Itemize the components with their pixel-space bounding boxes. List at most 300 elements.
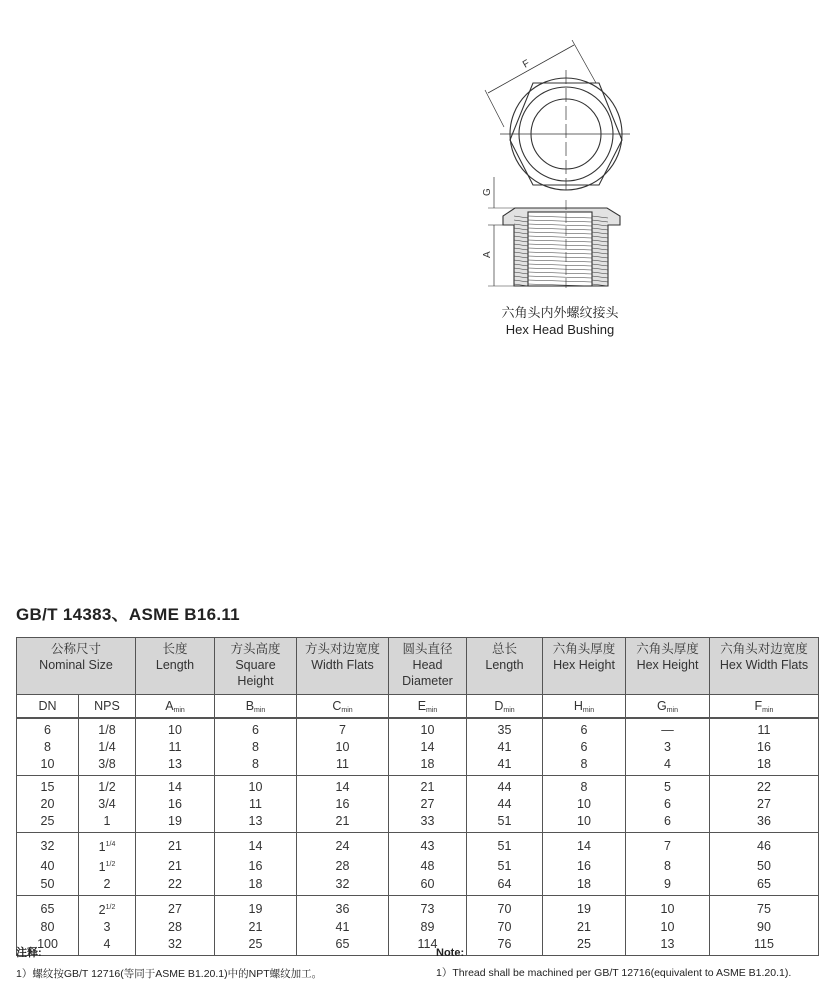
table-row — [17, 796, 819, 813]
cell-dn — [17, 796, 79, 813]
header-cn: 方头对边宽度 — [304, 642, 380, 656]
cell-a — [136, 896, 215, 920]
cell-value: 19 — [168, 814, 182, 828]
cell-value: 27 — [420, 797, 435, 811]
cell-value: 41 — [497, 740, 512, 754]
table-row — [17, 833, 819, 857]
dimension-table — [16, 637, 819, 956]
cell-value: 50 — [40, 877, 55, 892]
cell-value: 21 — [248, 920, 263, 935]
symbol: E — [417, 698, 427, 713]
symbol-header — [626, 695, 710, 719]
cell-e — [389, 896, 467, 920]
cell-value: 44 — [497, 780, 512, 794]
cell-h — [543, 776, 626, 797]
cell-b — [215, 813, 297, 833]
cell-h — [543, 813, 626, 833]
cell-value: 14 — [420, 740, 435, 754]
cell-dn — [17, 756, 79, 776]
cell-value: 11 — [336, 757, 349, 771]
cell-c — [297, 833, 389, 857]
symbol-header — [79, 695, 136, 719]
cell-b — [215, 833, 297, 857]
nps-fraction: 1/2 — [105, 861, 116, 869]
header-cn: 总长 — [491, 642, 517, 656]
cell-value: 28 — [335, 858, 350, 873]
cell-value: 32 — [335, 877, 350, 892]
cell-c — [297, 776, 389, 797]
cell-d — [467, 776, 543, 797]
cell-value: 5 — [664, 780, 671, 794]
header-en: Nominal Size — [39, 658, 113, 672]
cell-h — [543, 756, 626, 776]
symbol: C — [332, 698, 342, 713]
cell-value: 7 — [339, 723, 346, 737]
cell-f — [710, 833, 819, 857]
cell-a — [136, 876, 215, 896]
cell-b — [215, 876, 297, 896]
symbol-subscript: min — [762, 706, 774, 714]
cell-f — [710, 796, 819, 813]
cell-nps — [79, 919, 136, 936]
symbol: B — [245, 698, 255, 713]
cell-f — [710, 756, 819, 776]
cell-value: 36 — [757, 814, 771, 828]
cell-c — [297, 876, 389, 896]
symbol: F — [754, 698, 763, 713]
table-row — [17, 776, 819, 797]
cell-value: 90 — [757, 920, 771, 935]
column-header — [710, 638, 819, 695]
figure-caption-cn: 六角头内外螺纹接头 — [501, 305, 619, 320]
cell-nps — [79, 796, 136, 813]
cell-h — [543, 739, 626, 756]
cell-value: 10 — [248, 780, 263, 794]
cell-e — [389, 856, 467, 876]
column-header — [389, 638, 467, 695]
cell-value: 41 — [497, 757, 512, 771]
table-row — [17, 876, 819, 896]
cell-value: 11 — [168, 740, 182, 754]
cell-g — [626, 876, 710, 896]
column-header — [136, 638, 215, 695]
cell-value: 2 — [103, 877, 111, 892]
cell-e — [389, 813, 467, 833]
cell-b — [215, 796, 297, 813]
cell-b — [215, 856, 297, 876]
symbol-subscript: min — [666, 706, 678, 714]
cell-value: 27 — [757, 797, 771, 811]
cell-value: 3 — [664, 740, 671, 754]
cell-dn — [17, 739, 79, 756]
cell-value: 13 — [168, 757, 182, 771]
cell-value: 65 — [335, 937, 350, 952]
cell-h — [543, 833, 626, 857]
cell-value: 8 — [580, 780, 588, 794]
cell-d — [467, 718, 543, 739]
cell-e — [389, 776, 467, 797]
cell-value: 51 — [497, 814, 512, 828]
cell-dn — [17, 876, 79, 896]
cell-value: 9 — [664, 877, 671, 892]
cell-value: 10 — [40, 757, 55, 771]
symbol-subscript: min — [254, 706, 266, 714]
cell-dn — [17, 833, 79, 857]
cell-g — [626, 739, 710, 756]
cell-value: 6 — [664, 797, 671, 811]
cell-a — [136, 919, 215, 936]
header-cn: 方头高度 — [230, 642, 281, 656]
cell-value: 89 — [420, 920, 435, 935]
cell-value: 18 — [248, 877, 263, 892]
notes-en — [436, 947, 791, 980]
cell-value: 18 — [420, 757, 435, 771]
cell-a — [136, 739, 215, 756]
cell-nps — [79, 718, 136, 739]
cell-nps — [79, 876, 136, 896]
header-cn: 六角头厚度 — [552, 642, 616, 656]
cell-d — [467, 896, 543, 920]
cell-a — [136, 833, 215, 857]
cell-value: 73 — [420, 901, 435, 916]
cell-c — [297, 856, 389, 876]
hex-bushing-drawing — [470, 40, 650, 300]
cell-value: 6 — [44, 723, 51, 737]
cell-value: 14 — [168, 780, 182, 794]
cell-value: 1/8 — [98, 723, 116, 737]
notes-cn-heading: 注释: — [16, 947, 42, 959]
cell-value: 21 — [420, 780, 435, 794]
cell-value: 70 — [497, 901, 512, 916]
table-row — [17, 896, 819, 920]
cell-value: 19 — [248, 901, 263, 916]
cell-value: 75 — [757, 901, 771, 916]
cell-value: 2 — [98, 903, 106, 918]
cell-value: 10 — [660, 920, 675, 935]
cell-dn — [17, 813, 79, 833]
symbol: DN — [38, 698, 57, 713]
cell-value: 40 — [40, 858, 55, 873]
cell-value: 51 — [497, 838, 512, 853]
cell-value: 4 — [664, 757, 671, 771]
column-header — [467, 638, 543, 695]
cell-e — [389, 876, 467, 896]
cell-value: 6 — [580, 723, 588, 737]
cell-nps — [79, 896, 136, 920]
cell-value: 8 — [252, 757, 259, 771]
cell-value: 25 — [577, 937, 591, 952]
cell-value: 3/8 — [98, 757, 116, 771]
table-row — [17, 813, 819, 833]
cell-value: 14 — [577, 838, 591, 853]
cell-value: 8 — [252, 740, 259, 754]
header-en: Hex Width Flats — [719, 658, 809, 672]
cell-value: 18 — [757, 757, 771, 771]
cell-value: 13 — [660, 937, 675, 952]
cell-value: 14 — [248, 838, 263, 853]
cell-value: 33 — [420, 814, 435, 828]
cell-e — [389, 833, 467, 857]
header-cn: 圆头直径 — [402, 642, 453, 656]
cell-value: 1 — [98, 840, 106, 855]
cell-a — [136, 756, 215, 776]
cell-d — [467, 833, 543, 857]
cell-value: 60 — [420, 877, 435, 892]
cell-a — [136, 796, 215, 813]
column-header — [297, 638, 389, 695]
nps-fraction: 1/2 — [105, 904, 116, 912]
cell-value: 115 — [754, 937, 774, 952]
cell-c — [297, 796, 389, 813]
cell-value: 114 — [417, 937, 438, 952]
notes-cn-item: 1）螺纹按GB/T 12716(等同于ASME B1.20.1)中的NPT螺纹加工。 — [16, 968, 323, 980]
cell-value: 21 — [168, 858, 182, 873]
cell-value: 21 — [577, 920, 591, 935]
cell-value: 22 — [757, 780, 771, 794]
cell-c — [297, 919, 389, 936]
cell-value: 16 — [168, 797, 182, 811]
symbol-header — [215, 695, 297, 719]
column-header — [626, 638, 710, 695]
cell-value: 48 — [420, 858, 435, 873]
symbol-header — [297, 695, 389, 719]
cell-f — [710, 876, 819, 896]
cell-f — [710, 739, 819, 756]
cell-g — [626, 856, 710, 876]
cell-value: 8 — [580, 757, 588, 771]
table-row — [17, 756, 819, 776]
cell-value: 25 — [248, 937, 263, 952]
cell-h — [543, 896, 626, 920]
cell-b — [215, 896, 297, 920]
standard-title: GB/T 14383、ASME B16.11 — [16, 605, 240, 624]
cell-value: 10 — [420, 723, 435, 737]
cell-a — [136, 776, 215, 797]
symbol-header — [710, 695, 819, 719]
cell-e — [389, 796, 467, 813]
cell-a — [136, 718, 215, 739]
cell-c — [297, 739, 389, 756]
cell-value: 35 — [497, 723, 512, 737]
cell-value: 25 — [40, 814, 55, 828]
cell-value: 1 — [98, 860, 106, 875]
cell-d — [467, 739, 543, 756]
cell-h — [543, 796, 626, 813]
symbol-header — [136, 695, 215, 719]
cell-value: 6 — [252, 723, 259, 737]
cell-value: 76 — [497, 937, 512, 952]
cell-value: 20 — [40, 797, 55, 811]
cell-h — [543, 876, 626, 896]
cell-d — [467, 919, 543, 936]
cell-value: 16 — [577, 858, 591, 873]
cell-d — [467, 856, 543, 876]
cell-value: 27 — [168, 901, 182, 916]
cell-dn — [17, 896, 79, 920]
cell-value: 3/4 — [98, 797, 116, 811]
cell-value: 21 — [335, 814, 350, 828]
cell-value: 1/2 — [98, 780, 116, 794]
symbol-subscript: min — [173, 706, 185, 714]
cell-b — [215, 776, 297, 797]
cell-b — [215, 739, 297, 756]
cell-value: 43 — [420, 838, 435, 853]
cell-value: 22 — [168, 877, 182, 892]
cell-value: 100 — [37, 937, 58, 952]
cell-f — [710, 813, 819, 833]
header-cn: 长度 — [162, 642, 188, 656]
cell-dn — [17, 856, 79, 876]
notes-en-heading: Note: — [436, 947, 465, 959]
symbol-subscript: min — [426, 706, 438, 714]
cell-value: 18 — [577, 877, 591, 892]
cell-c — [297, 718, 389, 739]
cell-nps — [79, 813, 136, 833]
cell-h — [543, 856, 626, 876]
cell-value: 6 — [580, 740, 588, 754]
table-row — [17, 856, 819, 876]
table-row — [17, 739, 819, 756]
cell-value: 36 — [335, 901, 350, 916]
cell-value: 4 — [103, 937, 111, 952]
cell-value: 10 — [335, 740, 350, 754]
cell-f — [710, 776, 819, 797]
cell-b — [215, 718, 297, 739]
cell-value: 16 — [757, 740, 771, 754]
dim-label-f: F — [521, 58, 532, 71]
cell-value: 51 — [497, 858, 512, 873]
cell-g — [626, 833, 710, 857]
column-header — [215, 638, 297, 695]
cell-f — [710, 919, 819, 936]
cell-nps — [79, 856, 136, 876]
cell-value: 65 — [40, 901, 55, 916]
cell-b — [215, 919, 297, 936]
symbol-subscript: min — [503, 706, 515, 714]
cell-value: 24 — [335, 838, 350, 853]
cell-e — [389, 718, 467, 739]
cell-c — [297, 896, 389, 920]
cell-dn — [17, 718, 79, 739]
symbol: NPS — [94, 698, 120, 713]
cell-value: 16 — [335, 797, 350, 811]
notes-cn — [16, 944, 322, 981]
dim-label-g: G — [482, 188, 493, 196]
cell-nps — [79, 833, 136, 857]
symbol-subscript: min — [582, 706, 595, 714]
cell-f — [710, 856, 819, 876]
cell-f — [710, 896, 819, 920]
header-en: Square Height — [235, 658, 276, 688]
symbol: G — [656, 698, 667, 713]
cell-dn — [17, 919, 79, 936]
cell-value: 64 — [497, 877, 512, 892]
cell-e — [389, 919, 467, 936]
cell-d — [467, 876, 543, 896]
cell-g — [626, 756, 710, 776]
cell-value: 15 — [40, 780, 55, 794]
header-en: Width Flats — [311, 658, 374, 672]
header-cn: 六角头厚度 — [636, 642, 699, 656]
cell-value: 1/4 — [98, 740, 116, 754]
cell-value: 1 — [103, 814, 111, 828]
cell-value: 6 — [664, 814, 671, 828]
cell-value: 14 — [335, 780, 350, 794]
cell-g — [626, 813, 710, 833]
cell-g — [626, 919, 710, 936]
cell-f — [710, 718, 819, 739]
symbol: H — [573, 698, 583, 713]
header-en: Hex Height — [553, 658, 615, 672]
cell-value: 80 — [40, 920, 55, 935]
symbol-header — [467, 695, 543, 719]
cell-value: 32 — [168, 937, 182, 952]
cell-e — [389, 756, 467, 776]
cell-d — [467, 813, 543, 833]
cell-g — [626, 718, 710, 739]
header-en: Head Diameter — [402, 658, 453, 688]
cell-value: 11 — [249, 797, 262, 811]
symbol-header — [389, 695, 467, 719]
dim-label-a: A — [482, 251, 493, 258]
cell-value: 10 — [577, 797, 591, 811]
cell-value: 16 — [248, 858, 263, 873]
header-en: Length — [485, 658, 524, 672]
cell-g — [626, 896, 710, 920]
symbol: A — [165, 698, 174, 713]
symbol: D — [494, 698, 504, 713]
cell-value: 13 — [248, 814, 263, 828]
header-cn: 六角头对边宽度 — [720, 642, 808, 656]
cell-g — [626, 796, 710, 813]
cell-value: 8 — [664, 858, 671, 873]
cell-value: 10 — [168, 723, 182, 737]
cell-value: 21 — [168, 838, 182, 853]
cell-value: 10 — [577, 814, 591, 828]
column-header — [543, 638, 626, 695]
column-header — [17, 638, 136, 695]
cell-value: 46 — [757, 838, 771, 853]
cell-nps — [79, 739, 136, 756]
cell-value: 65 — [757, 877, 771, 892]
table-row — [17, 718, 819, 739]
cell-g — [626, 776, 710, 797]
cell-value: 50 — [757, 858, 771, 873]
cell-dn — [17, 776, 79, 797]
cell-c — [297, 813, 389, 833]
cell-e — [389, 739, 467, 756]
symbol-subscript: min — [341, 706, 353, 714]
symbol-header — [17, 695, 79, 719]
cell-value: 19 — [577, 901, 591, 916]
header-en: Length — [155, 658, 195, 672]
header-cn: 公称尺寸 — [50, 642, 101, 656]
notes-en-item: 1）Thread shall be machined per GB/T 12716(equivalent to ASME B1.20.1). — [436, 967, 792, 979]
cell-c — [297, 756, 389, 776]
cell-a — [136, 813, 215, 833]
cell-nps — [79, 756, 136, 776]
cell-value: 32 — [40, 838, 55, 853]
cell-value: 7 — [664, 838, 671, 853]
cell-a — [136, 856, 215, 876]
cell-h — [543, 718, 626, 739]
cell-nps — [79, 776, 136, 797]
cell-value: 44 — [497, 797, 512, 811]
symbol-header — [543, 695, 626, 719]
cell-value: 3 — [103, 920, 111, 935]
cell-value: 8 — [44, 740, 51, 754]
cell-d — [467, 796, 543, 813]
